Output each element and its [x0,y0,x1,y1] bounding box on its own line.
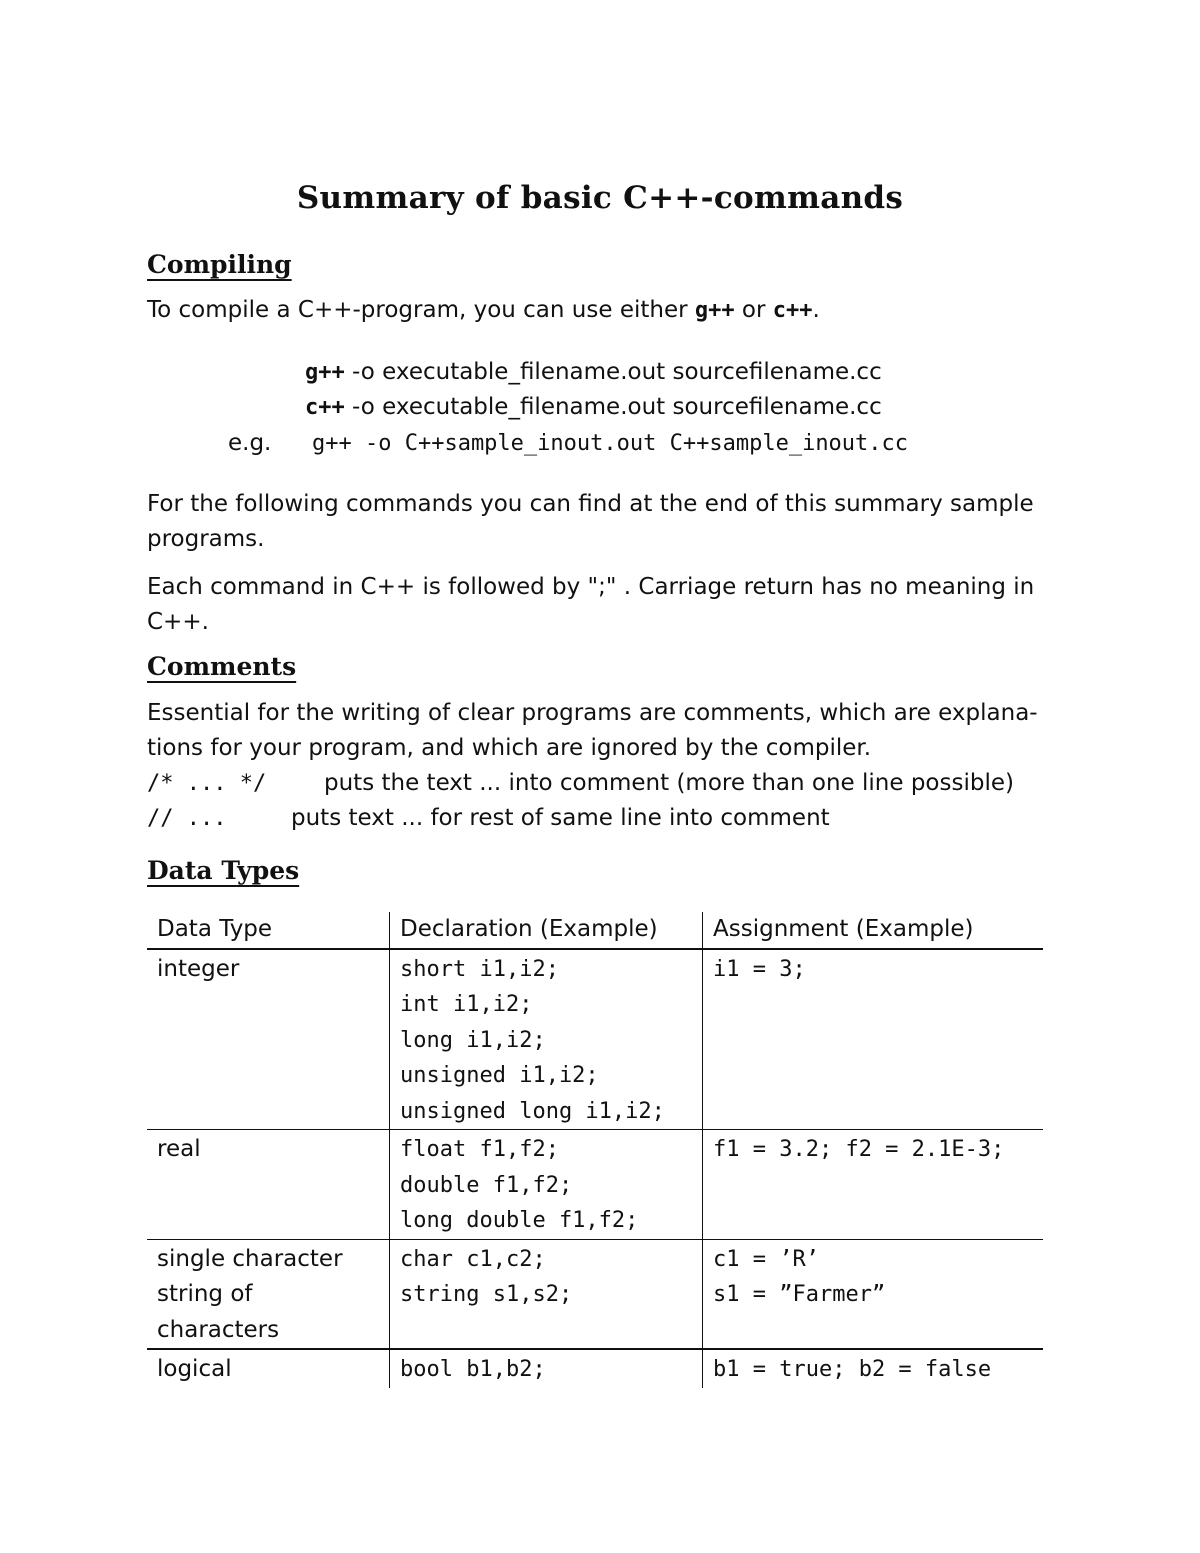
type-cell: real [157,1136,201,1162]
compiling-paragraph-1: For the following commands you can find at the end of this summary sample programs. [147,491,1034,552]
compiling-intro-or: or [734,297,773,323]
declaration-cell: bool b1,b2; [400,1357,546,1382]
data-types-heading: Data Types [147,856,300,885]
declaration-cell: char c1,c2; [400,1246,546,1272]
table-row [147,1130,1043,1240]
type-cell: single character [157,1245,343,1272]
block-comment-syntax: /* ... */ [147,771,267,796]
type-cell: logical [157,1356,232,1382]
declaration-cell: double f1,f2; [400,1172,573,1198]
declaration-cell: float f1,f2; [400,1137,559,1162]
table-row [147,1239,1043,1349]
declaration-cell: unsigned long i1,i2; [400,1098,665,1124]
header-declaration: Declaration (Example) [390,912,703,949]
compiling-paragraph-2: Each command in C++ is followed by ";" . Carriage return has no meaning in C++. [147,574,1035,635]
compiling-intro-end: . [812,297,820,323]
declaration-cell: long i1,i2; [400,1027,546,1053]
compile-command-cpp-cmd: c++ [305,395,345,420]
compile-command-cpp-rest: -o executable_filename.out sourcefilename.cc [344,394,882,420]
assignment-cell: c1 = ’R’ [713,1246,819,1272]
comments-heading: Comments [147,652,297,681]
header-assignment: Assignment (Example) [703,912,1044,949]
assignment-cell: b1 = true; b2 = false [713,1357,992,1382]
declaration-cell: unsigned i1,i2; [400,1063,599,1088]
assignment-cell: f1 = 3.2; f2 = 2.1E-3; [713,1137,1005,1162]
comments-paragraph-line-1: Essential for the writing of clear programs are comments, which are explana- [147,700,1038,726]
declaration-cell: short i1,i2; [400,956,559,982]
example-label: e.g. [228,430,272,456]
table-row [147,949,1043,1130]
page-title: Summary of basic C++-commands [296,180,904,216]
compile-command-gpp-rest: -o executable_filename.out sourcefilename.cc [344,359,882,385]
declaration-cell: string s1,s2; [400,1282,573,1307]
comments-paragraph-line-2: tions for your program, and which are ignored by the compiler. [147,735,872,761]
table-header-row [147,912,1043,949]
assignment-cell: s1 = ”Farmer” [713,1282,886,1307]
header-data-type: Data Type [147,912,390,949]
gpp-keyword: g++ [694,298,735,323]
declaration-cell: long double f1,f2; [400,1208,639,1233]
block-comment-description: puts the text ... into comment (more than one line possible) [324,770,1014,796]
example-command: g++ -o C++sample_inout.out C++sample_inout.cc [312,431,909,456]
assignment-cell: i1 = 3; [713,956,806,982]
line-comment-syntax: // ... [147,806,227,831]
declaration-cell: int i1,i2; [400,992,533,1017]
compile-command-gpp-cmd: g++ [305,360,345,385]
compiling-intro-prefix: To compile a C++-program, you can use either [147,297,695,323]
type-cell: integer [157,955,240,982]
table-row [147,1349,1043,1388]
compile-command-gpp [305,359,882,385]
compiling-intro [147,297,820,323]
data-types-table [147,912,1043,1388]
line-comment-description: puts text ... for rest of same line into comment [291,805,830,831]
compile-command-cpp [305,394,882,420]
compiling-heading: Compiling [147,250,292,279]
type-cell: string of characters [157,1281,280,1343]
cpp-keyword: c++ [772,298,813,323]
